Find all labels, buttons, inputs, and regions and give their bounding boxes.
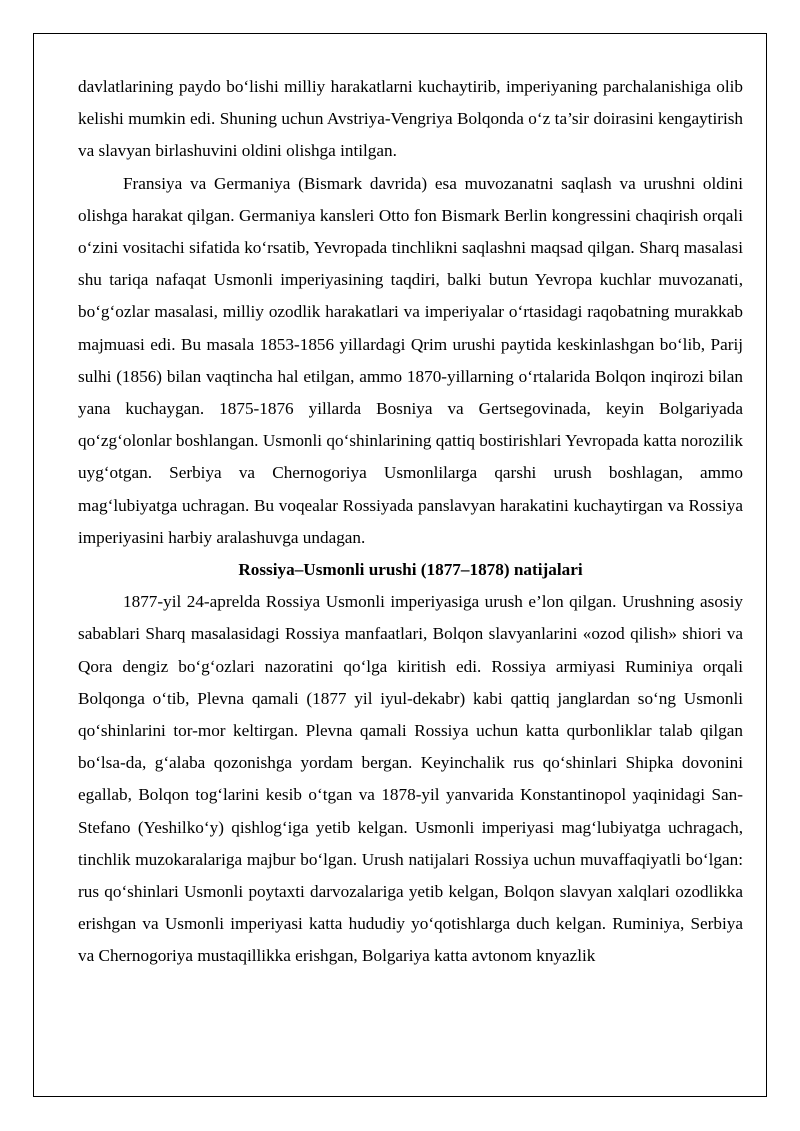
paragraph-continuation: davlatlarining paydo bo‘lishi milliy harakatlarni kuchaytirib, imperiyaning parchalanishiga olib kelishi mumkin edi. Shuning uchun Avstriya-Vengriya Bolqonda o‘z ta’sir doirasini kengaytirish va slavyan birlashuvini oldini olishga intilgan. [78,77,743,161]
paragraph-war-results: 1877-yil 24-aprelda Rossiya Usmonli imperiyasiga urush e’lon qilgan. Urushning asosiy sabablari Sharq masalasidagi Rossiya manfaatlari, Bolqon slavyanlarini «ozod qilish» shiori va Qora dengiz bo‘g‘ozlari nazoratini qo‘lga kiritish edi. Rossiya armiyasi Ruminiya orqali Bolqonga o‘tib, Plevna qamali (1877 yil iyul-dekabr) kabi qattiq janglardan so‘ng Usmonli qo‘shinlarini tor-mor keltirgan. Plevna qamali Rossiya uchun katta qurbonliklar talab qilgan bo‘lsa-da, g‘alaba qozonishga yordam bergan. Keyinchalik rus qo‘shinlari Shipka dovonini egallab, Bolqon tog‘larini kesib o‘tgan va 1878-yil yanvarida Konstantinopol yaqinidagi San-Stefano (Yeshilko‘y) qishlog‘iga yetib kelgan. Usmonli imperiyasi mag‘lubiyatga uchragach, tinchlik muzokaralariga majbur bo‘lgan. Urush natijalari Rossiya uchun muvaffaqiyatli bo‘lgan: rus qo‘shinlari Usmonli poytaxti darvozalariga yetib kelgan, Bolqon slavyan xalqlari ozodlikka erishgan va Usmonli imperiyasi katta hududiy yo‘qotishlarga duch kelgan. Ruminiya, Serbiya va Chernogoriya mustaqillikka erishgan, Bolgariya katta avtonom knyazlik [78,592,743,966]
document-body [78,71,743,973]
paragraph-eastern-question: Fransiya va Germaniya (Bismark davrida) esa muvozanatni saqlash va urushni oldini olishga harakat qilgan. Germaniya kansleri Otto fon Bismark Berlin kongressini chaqirish orqali o‘zini vositachi sifatida ko‘rsatib, Yevropada tinchlikni saqlashni maqsad qilgan. Sharq masalasi shu tariqa nafaqat Usmonli imperiyasining taqdiri, balki butun Yevropa kuchlar muvozanati, bo‘g‘ozlar masalasi, milliy ozodlik harakatlari va imperiyalar o‘rtasidagi raqobatning murakkab majmuasi edi. Bu masala 1853-1856 yillardagi Qrim urushi paytida keskinlashgan bo‘lib, Parij sulhi (1856) bilan vaqtincha hal etilgan, ammo 1870-yillarning o‘rtalarida Bolqon inqirozi bilan yana kuchaygan. 1875-1876 yillarda Bosniya va Gertsegovinada, keyin Bolgariyada qo‘zg‘olonlar boshlangan. Usmonli qo‘shinlarining qattiq bostirishlari Yevropada katta norozilik uyg‘otgan. Serbiya va Chernogoriya Usmonlilarga qarshi urush boshlagan, ammo mag‘lubiyatga uchragan. Bu voqealar Rossiyada panslavyan harakatini kuchaytirgan va Rossiya imperiyasini harbiy aralashuvga undagan. [78,173,743,547]
section-heading: Rossiya–Usmonli urushi (1877–1878) natijalari [238,560,583,580]
